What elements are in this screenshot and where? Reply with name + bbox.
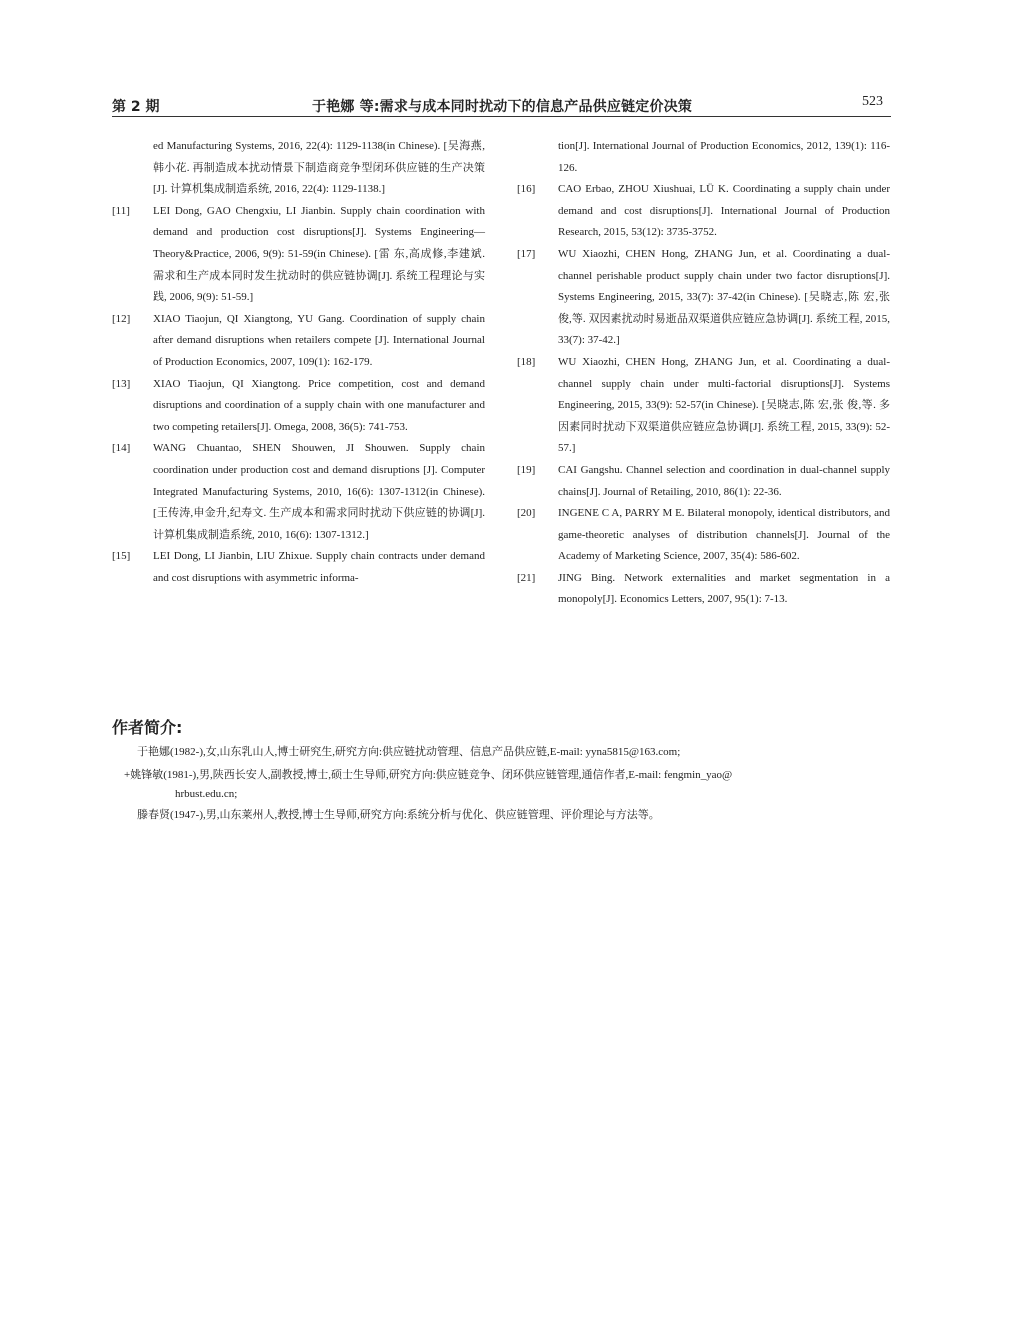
reference-continuation [517,136,890,179]
reference-item [112,201,485,309]
reference-item [517,352,890,460]
reference-text: WANG Chuantao, SHEN Shouwen, JI Shouwen. Supply chain coordination under production cost and demand disruptions [J]. Computer Integrated Manufacturing Systems, 2010, 16(6): 1307-1312(in Chinese). [王传涛,申金升,纪寿文. 生产成本和需求同时扰动下供应链的协调[J]. 计算机集成制造系统, 2010, 16(6): 1307-1312.] [153,442,485,541]
reference-text: JING Bing. Network externalities and market segmentation in a monopoly[J]. Economics Letters, 2007, 95(1): 7-13. [558,571,890,606]
reference-text: LEI Dong, GAO Chengxiu, LI Jianbin. Supply chain coordination with demand and production cost disruptions[J]. Systems Engineering—Theory&Practice, 2006, 9(9): 51-59(in Chinese). [雷 东,高成修,李建斌. 需求和生产成本同时发生扰动时的供应链协调[J]. 系统工程理论与实践, 2006, 9(9): 51-59.] [153,204,485,304]
issue-label: 第 2 期 [112,99,160,115]
reference-text: XIAO Tiaojun, QI Xiangtong, YU Gang. Coordination of supply chain after demand disruptions when retailers compete [J]. International Journal of Production Economics, 2007, 109(1): 162-179. [153,312,485,368]
reference-number: [17] [517,247,536,260]
reference-item [517,460,890,503]
reference-item [517,568,890,611]
reference-text: LEI Dong, LI Jianbin, LIU Zhixue. Supply chain contracts under demand and cost disruptions with asymmetric informa- [153,550,485,584]
reference-text: ed Manufacturing Systems, 2016, 22(4): 1129-1138(in Chinese). [吴海燕,韩小花. 再制造成本扰动情景下制造商竞争型闭环供应链的生产决策[J]. 计算机集成制造系统, 2016, 22(4): 1129-1138.] [153,140,485,196]
reference-text: WU Xiaozhi, CHEN Hong, ZHANG Jun, et al. Coordinating a dual-channel supply chain under multi-factorial disruptions[J]. Systems Engineering, 2015, 33(9): 52-57(in Chinese). [吴晓志,陈 宏,张 俊,等. 多因素同时扰动下双渠道供应链应急协调[J]. 系统工程, 2015, 33(9): 52-57.] [558,355,890,455]
author-bio-line: hrbust.edu.cn; [175,788,238,800]
reference-number: [15] [112,550,131,563]
reference-text: XIAO Tiaojun, QI Xiangtong. Price competition, cost and demand disruptions and coordination of a supply chain with one manufacturer and two competing retailers[J]. Omega, 2008, 36(5): 741-753. [153,377,485,433]
page-number: 523 [862,94,883,109]
reference-text: tion[J]. International Journal of Production Economics, 2012, 139(1): 116-126. [558,140,890,174]
reference-text: CAI Gangshu. Channel selection and coordination in dual-channel supply chains[J]. Journal of Retailing, 2010, 86(1): 22-36. [558,463,890,498]
reference-number: [11] [112,204,130,217]
author-bio: 于艳娜(1982-),女,山东乳山人,博士研究生,研究方向:供应链扰动管理、信息产品供应链,E-mail: yyna5815@163.com; [137,746,681,758]
references-left-column [112,136,485,589]
reference-continuation [112,136,485,201]
reference-text: WU Xiaozhi, CHEN Hong, ZHANG Jun, et al. Coordinating a dual-channel perishable product supply chain under two factor disruptions[J]. Systems Engineering, 2015, 33(7): 37-42(in Chinese). [吴晓志,陈 宏,张 俊,等. 双因素扰动时易逝品双渠道供应链应急协调[J]. 系统工程, 2015, 33(7): 37-42.] [558,247,890,347]
author-bio-line: +姚锋敏(1981-),男,陕西长安人,副教授,博士,硕士生导师,研究方向:供应链竞争、闭环供应链管理,通信作者,E-mail: fengmin_yao@ [124,769,733,781]
reference-item [517,179,890,244]
author-bio: 滕春贤(1947-),男,山东莱州人,教授,博士生导师,研究方向:系统分析与优化、供应链管理、评价理论与方法等。 [137,809,660,821]
reference-item [112,309,485,374]
reference-number: [21] [517,571,536,584]
reference-text: CAO Erbao, ZHOU Xiushuai, LÜ K. Coordinating a supply chain under demand and cost disruptions[J]. International Journal of Production Research, 2015, 53(12): 3735-3752. [558,183,890,239]
reference-number: [13] [112,377,131,390]
reference-number: [18] [517,355,536,368]
running-header [112,94,891,117]
reference-number: [16] [517,183,536,196]
reference-number: [14] [112,442,131,455]
running-title: 于艳娜 等:需求与成本同时扰动下的信息产品供应链定价决策 [312,99,693,115]
authors-heading: 作者简介: [112,718,183,737]
reference-item [517,503,890,568]
author-bio [124,766,894,804]
reference-item [517,244,890,352]
reference-number: [12] [112,312,131,325]
reference-text: INGENE C A, PARRY M E. Bilateral monopoly, identical distributors, and game-theoretic analyses of distribution channels[J]. Journal of the Academy of Marketing Science, 2007, 35(4): 586-602. [558,507,890,563]
reference-item [112,546,485,589]
reference-number: [20] [517,507,536,520]
references-right-column [517,136,890,611]
reference-item [112,438,485,546]
reference-number: [19] [517,463,536,476]
reference-item [112,374,485,439]
